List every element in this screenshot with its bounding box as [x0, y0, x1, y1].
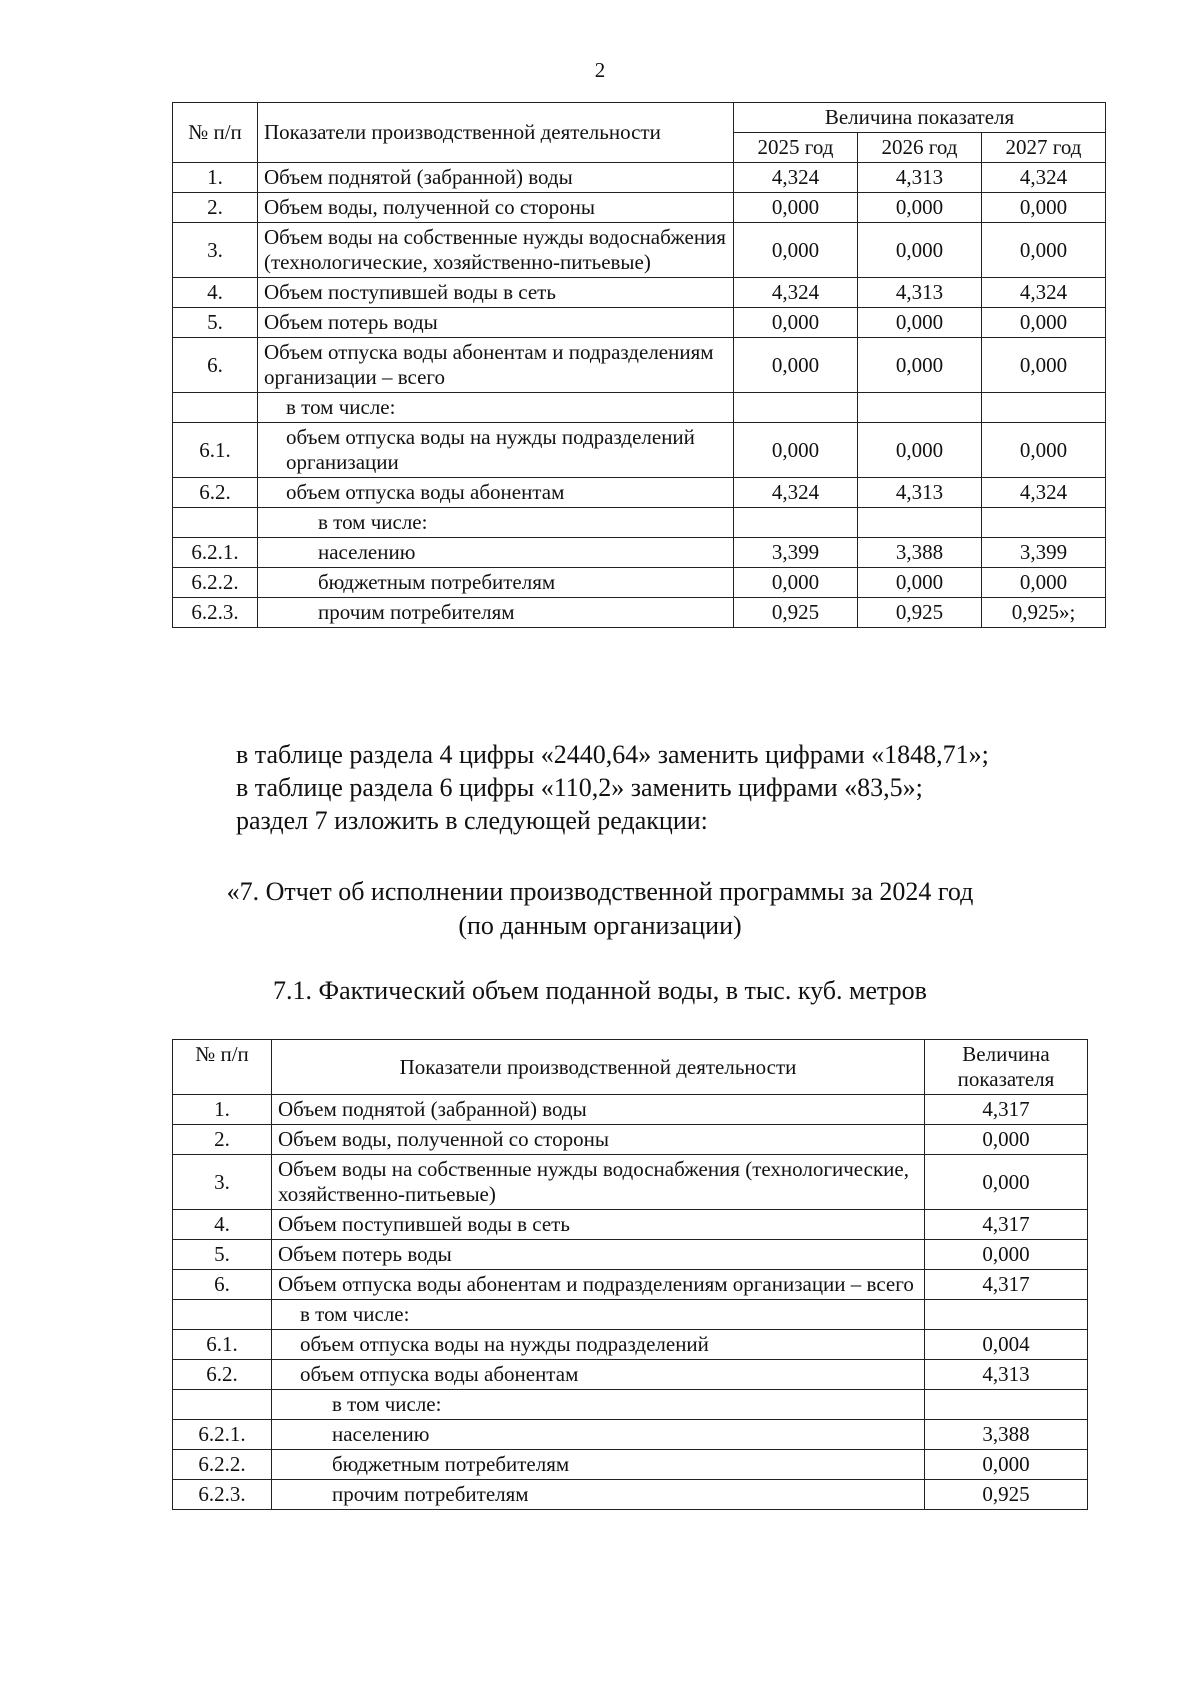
page-number: 2 — [594, 58, 606, 82]
row-value: 4,324 — [982, 163, 1106, 193]
table-row — [173, 1155, 1088, 1210]
row-number: 3. — [173, 223, 258, 278]
row-value: 0,000 — [925, 1125, 1088, 1155]
row-value: 0,925 — [858, 598, 982, 628]
table-row — [173, 423, 1106, 478]
row-value — [925, 1390, 1088, 1420]
row-value: 0,000 — [734, 423, 858, 478]
row-value — [982, 508, 1106, 538]
table-row — [173, 338, 1106, 393]
header-year-2025: 2025 год — [734, 133, 858, 163]
row-number: 6.2. — [173, 1360, 272, 1390]
row-label: прочим потребителям — [258, 598, 734, 628]
row-value: 3,399 — [982, 538, 1106, 568]
row-label: Объем воды на собственные нужды водоснабжения (технологические, хозяйственно-питьевые) — [272, 1155, 925, 1210]
row-value: 0,000 — [982, 193, 1106, 223]
row-number: 2. — [173, 193, 258, 223]
row-label: объем отпуска воды абонентам — [258, 478, 734, 508]
table-row — [173, 1330, 1088, 1360]
row-value — [734, 508, 858, 538]
row-value — [982, 393, 1106, 423]
row-value: 0,000 — [734, 338, 858, 393]
row-number: 6.1. — [173, 1330, 272, 1360]
table-row — [173, 508, 1106, 538]
row-number: 1. — [173, 1095, 272, 1125]
amendment-paragraph-1: в таблице раздела 4 цифры «2440,64» заменить цифрами «1848,71»; — [236, 740, 989, 769]
row-label: Объем потерь воды — [272, 1240, 925, 1270]
row-label: в том числе: — [258, 393, 734, 423]
row-value: 4,324 — [734, 163, 858, 193]
row-label: Объем поступившей воды в сеть — [272, 1210, 925, 1240]
actual-water-supply-table-2024 — [172, 1039, 1088, 1510]
row-number — [173, 393, 258, 423]
header-value: Величина показателя — [925, 1040, 1088, 1095]
table-row — [173, 308, 1106, 338]
row-number: 6. — [173, 1270, 272, 1300]
row-number — [173, 1300, 272, 1330]
row-label: бюджетным потребителям — [272, 1450, 925, 1480]
row-label: в том числе: — [258, 508, 734, 538]
row-value: 0,000 — [734, 193, 858, 223]
row-value: 0,000 — [858, 568, 982, 598]
row-number: 6.2.1. — [173, 1420, 272, 1450]
row-value: 0,000 — [734, 223, 858, 278]
row-label: Объем отпуска воды абонентам и подразделениям организации – всего — [272, 1270, 925, 1300]
row-number: 5. — [173, 308, 258, 338]
header-num: № п/п — [173, 103, 258, 163]
table-row — [173, 1125, 1088, 1155]
row-number: 4. — [173, 278, 258, 308]
row-number: 1. — [173, 163, 258, 193]
row-label: Объем воды, полученной со стороны — [272, 1125, 925, 1155]
row-value: 0,000 — [982, 308, 1106, 338]
table-row — [173, 1360, 1088, 1390]
row-value — [734, 393, 858, 423]
row-value: 4,317 — [925, 1270, 1088, 1300]
row-value: 0,925 — [734, 598, 858, 628]
row-number: 3. — [173, 1155, 272, 1210]
table-row — [173, 1210, 1088, 1240]
header-year-2027: 2027 год — [982, 133, 1106, 163]
row-number: 6.2.2. — [173, 568, 258, 598]
row-value: 4,324 — [734, 478, 858, 508]
table-row — [173, 393, 1106, 423]
header-value-group: Величина показателя — [734, 103, 1106, 133]
row-label: в том числе: — [272, 1300, 925, 1330]
row-number: 5. — [173, 1240, 272, 1270]
table-row — [173, 1420, 1088, 1450]
row-label: объем отпуска воды на нужды подразделений — [272, 1330, 925, 1360]
row-value: 0,000 — [982, 338, 1106, 393]
row-label: Объем воды на собственные нужды водоснабжения (технологические, хозяйственно-питьевые) — [258, 223, 734, 278]
row-label: Объем поднятой (забранной) воды — [272, 1095, 925, 1125]
row-number — [173, 508, 258, 538]
amendment-paragraph-2: в таблице раздела 6 цифры «110,2» заменить цифрами «83,5»; — [236, 773, 923, 802]
row-label: Объем поступившей воды в сеть — [258, 278, 734, 308]
table-row — [173, 1240, 1088, 1270]
row-value: 0,000 — [925, 1450, 1088, 1480]
production-indicators-table-2025-2027 — [172, 102, 1106, 628]
row-value: 4,317 — [925, 1095, 1088, 1125]
row-value: 4,313 — [858, 478, 982, 508]
row-value: 3,388 — [858, 538, 982, 568]
table-row — [173, 278, 1106, 308]
row-label: Объем поднятой (забранной) воды — [258, 163, 734, 193]
row-number: 6.1. — [173, 423, 258, 478]
table-row — [173, 1390, 1088, 1420]
table-row — [173, 1095, 1088, 1125]
row-number: 6.2.3. — [173, 598, 258, 628]
header-indicator: Показатели производственной деятельности — [258, 103, 734, 163]
table-row — [173, 568, 1106, 598]
row-value: 4,313 — [858, 278, 982, 308]
row-label: объем отпуска воды на нужды подразделений организации — [258, 423, 734, 478]
row-value — [858, 508, 982, 538]
row-value: 0,000 — [858, 223, 982, 278]
table-row — [173, 538, 1106, 568]
subsection-title: 7.1. Фактический объем поданной воды, в тыс. куб. метров — [273, 976, 927, 1005]
table-row — [173, 478, 1106, 508]
table-row — [173, 193, 1106, 223]
row-label: населению — [272, 1420, 925, 1450]
row-value: 0,004 — [925, 1330, 1088, 1360]
row-label: прочим потребителям — [272, 1480, 925, 1510]
row-value — [858, 393, 982, 423]
row-label: населению — [258, 538, 734, 568]
row-value: 0,000 — [734, 308, 858, 338]
row-number: 6.2. — [173, 478, 258, 508]
row-value: 0,000 — [734, 568, 858, 598]
table-row — [173, 598, 1106, 628]
section-subtitle: (по данным организации) — [458, 911, 742, 940]
row-value: 4,313 — [858, 163, 982, 193]
row-label: Объем воды, полученной со стороны — [258, 193, 734, 223]
row-label: объем отпуска воды абонентам — [272, 1360, 925, 1390]
row-value: 0,000 — [858, 193, 982, 223]
row-value: 0,000 — [858, 423, 982, 478]
row-number: 4. — [173, 1210, 272, 1240]
section-title: «7. Отчет об исполнении производственной программы за 2024 год — [226, 877, 974, 906]
header-year-2026: 2026 год — [858, 133, 982, 163]
row-value: 0,000 — [982, 423, 1106, 478]
row-number: 2. — [173, 1125, 272, 1155]
header-num: № п/п — [173, 1040, 272, 1095]
row-value: 4,324 — [734, 278, 858, 308]
header-indicator: Показатели производственной деятельности — [272, 1040, 925, 1095]
row-value: 0,925 — [925, 1480, 1088, 1510]
row-value: 4,317 — [925, 1210, 1088, 1240]
row-value: 0,000 — [858, 338, 982, 393]
row-value: 3,388 — [925, 1420, 1088, 1450]
table-row — [173, 1450, 1088, 1480]
row-value: 0,000 — [858, 308, 982, 338]
row-value: 4,324 — [982, 478, 1106, 508]
row-label: в том числе: — [272, 1390, 925, 1420]
row-label: Объем отпуска воды абонентам и подразделениям организации – всего — [258, 338, 734, 393]
row-label: Объем потерь воды — [258, 308, 734, 338]
row-number: 6.2.1. — [173, 538, 258, 568]
row-value: 0,925»; — [982, 598, 1106, 628]
row-value: 4,313 — [925, 1360, 1088, 1390]
amendment-paragraph-3: раздел 7 изложить в следующей редакции: — [236, 806, 708, 835]
row-number: 6.2.2. — [173, 1450, 272, 1480]
table-row — [173, 1270, 1088, 1300]
row-number: 6.2.3. — [173, 1480, 272, 1510]
row-value — [925, 1300, 1088, 1330]
table-row — [173, 223, 1106, 278]
row-value: 0,000 — [982, 223, 1106, 278]
row-value: 0,000 — [925, 1155, 1088, 1210]
row-value: 4,324 — [982, 278, 1106, 308]
row-value: 0,000 — [982, 568, 1106, 598]
table-row — [173, 1480, 1088, 1510]
table-row — [173, 163, 1106, 193]
row-number: 6. — [173, 338, 258, 393]
row-value: 3,399 — [734, 538, 858, 568]
row-number — [173, 1390, 272, 1420]
row-value: 0,000 — [925, 1240, 1088, 1270]
row-label: бюджетным потребителям — [258, 568, 734, 598]
table-row — [173, 1300, 1088, 1330]
